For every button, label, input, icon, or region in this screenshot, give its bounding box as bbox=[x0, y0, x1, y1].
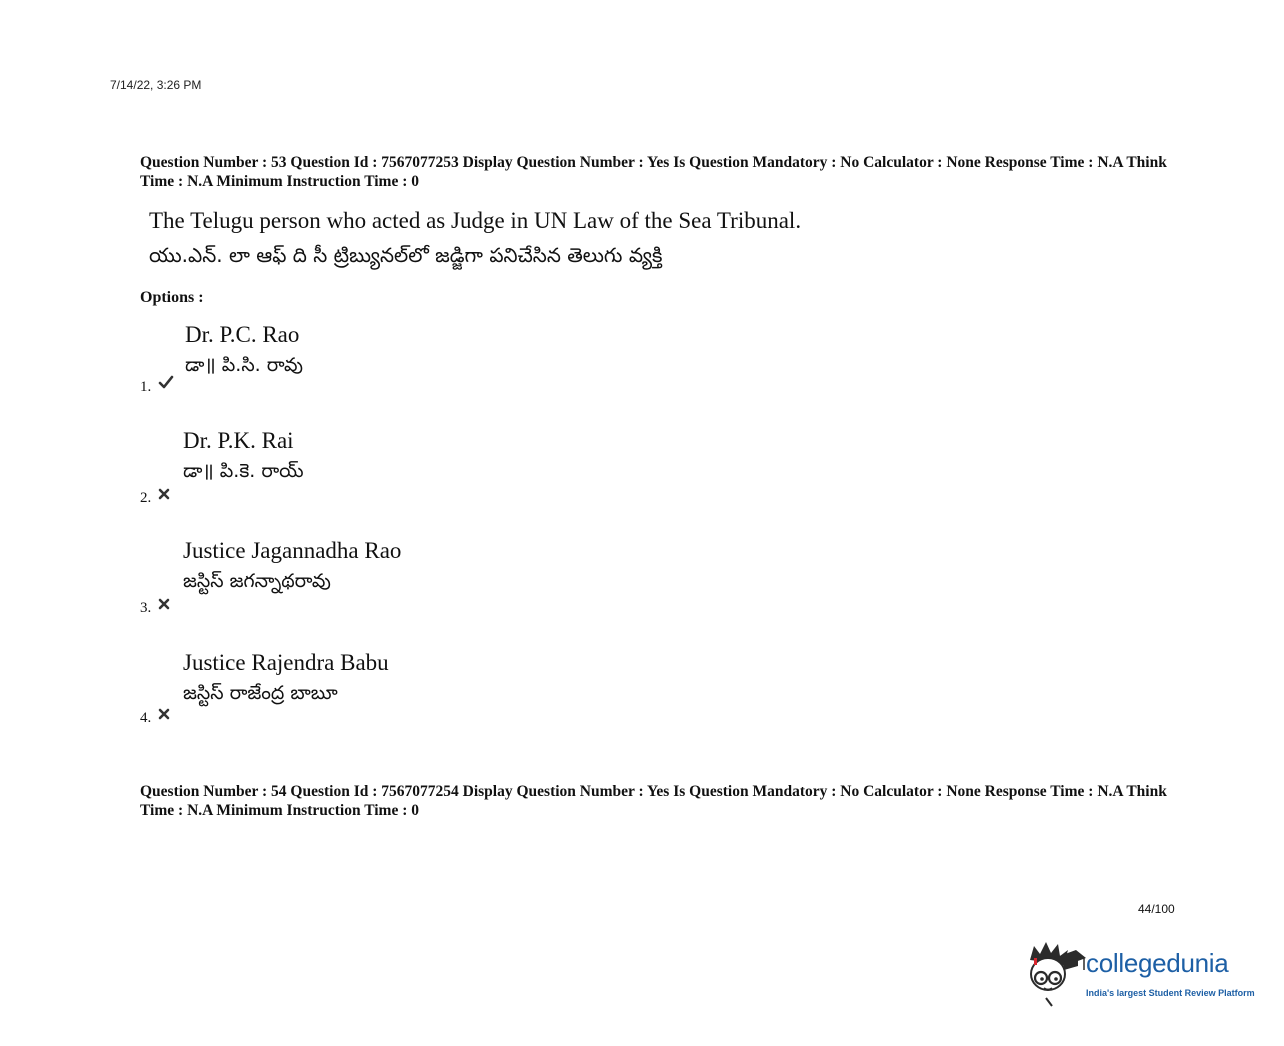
question-54-meta: Question Number : 54 Question Id : 7567077254 Display Question Number : Yes Is Question Mandatory : No Calculator : None Response Time : N.A Think Time : N.A Minimum Instruction Time : 0 bbox=[140, 783, 1167, 819]
option-2 bbox=[140, 428, 540, 518]
question-text-english: The Telugu person who acted as Judge in UN Law of the Sea Tribunal. bbox=[149, 208, 802, 233]
option-1 bbox=[140, 322, 540, 412]
option-telugu: డా॥ పి.సి. రావు bbox=[185, 354, 303, 376]
check-icon bbox=[158, 374, 174, 390]
option-telugu: డా॥ పి.కె. రాయ్ bbox=[183, 460, 304, 482]
print-timestamp: 7/14/22, 3:26 PM bbox=[110, 78, 202, 92]
collegedunia-logo bbox=[1024, 938, 1264, 1008]
option-3 bbox=[140, 538, 540, 628]
option-telugu: జస్టిస్ రాజేంద్ర బాబూ bbox=[183, 682, 338, 704]
option-number: 2. bbox=[140, 490, 152, 506]
option-english: Justice Jagannadha Rao bbox=[183, 538, 402, 563]
cross-icon bbox=[158, 598, 170, 610]
option-number: 1. bbox=[140, 379, 152, 395]
cross-icon bbox=[158, 488, 170, 500]
option-4 bbox=[140, 650, 540, 740]
option-number: 3. bbox=[140, 600, 152, 616]
question-text-telugu: యు.ఎన్. లా ఆఫ్ ది సీ ట్రిబ్యునల్‌లో జడ్జిగా పనిచేసిన తెలుగు వ్యక్తి bbox=[149, 243, 663, 267]
option-english: Dr. P.K. Rai bbox=[183, 428, 294, 453]
cross-icon bbox=[158, 708, 170, 720]
option-number: 4. bbox=[140, 710, 152, 726]
option-english: Justice Rajendra Babu bbox=[183, 650, 389, 675]
page-number: 44/100 bbox=[1138, 902, 1175, 916]
option-telugu: జస్టిస్ జగన్నాథరావు bbox=[183, 570, 331, 592]
question-53-text bbox=[149, 205, 801, 271]
options-label: Options : bbox=[140, 289, 204, 306]
option-english: Dr. P.C. Rao bbox=[185, 322, 300, 347]
brand-name: collegedunia bbox=[1086, 948, 1229, 978]
student-mascot-icon bbox=[1024, 938, 1086, 1008]
question-53-meta: Question Number : 53 Question Id : 7567077253 Display Question Number : Yes Is Question Mandatory : No Calculator : None Response Time : N.A Think Time : N.A Minimum Instruction Time : 0 bbox=[140, 154, 1167, 190]
brand-tagline: India's largest Student Review Platform bbox=[1086, 988, 1255, 998]
